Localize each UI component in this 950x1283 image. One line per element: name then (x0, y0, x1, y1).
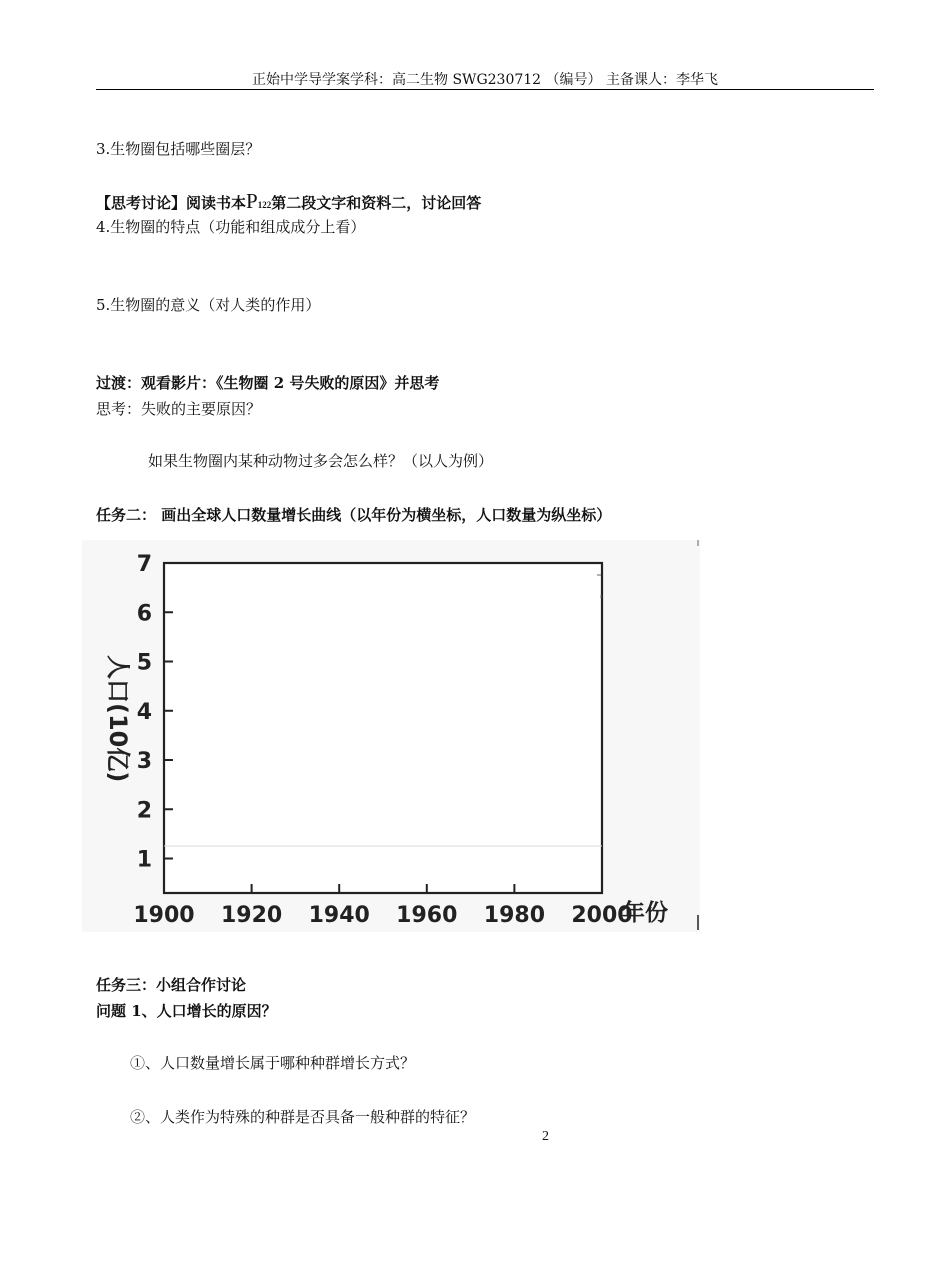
x-tick-label: 2000 (571, 903, 633, 928)
y-tick-label: 2 (136, 798, 152, 824)
problem-1-heading: 问题 1、人口增长的原因？ (96, 1002, 277, 1020)
y-tick-label: 5 (136, 650, 152, 676)
x-tick-label: 1900 (133, 903, 195, 928)
discussion-page-letter: P (246, 189, 258, 213)
plot-area-frame (164, 563, 602, 893)
y-tick-label: 6 (136, 601, 152, 627)
y-tick-label: 4 (136, 699, 152, 725)
sub-question-2: ②、人类作为特殊的种群是否具备一般种群的特征？ (130, 1108, 476, 1126)
header-divider (96, 89, 874, 90)
discussion-suffix: 第二段文字和资料二，讨论回答 (271, 194, 482, 212)
x-tick-label: 1960 (396, 903, 458, 928)
y-tick-label: 3 (136, 749, 152, 775)
discussion-page-number: 122 (257, 200, 272, 210)
task-2-heading: 任务二： 画出全球人口数量增长曲线（以年份为横坐标，人口数量为纵坐标） (96, 506, 612, 524)
think-question: 思考：失败的主要原因？ (96, 400, 262, 418)
population-chart-svg (82, 540, 700, 932)
y-tick-label: 7 (136, 552, 152, 577)
sub-question-1: ①、人口数量增长属于哪种种群增长方式？ (130, 1054, 416, 1072)
x-tick-label: 1920 (220, 903, 283, 928)
x-tick-label: 1980 (483, 903, 546, 928)
population-chart (82, 540, 700, 932)
think-subquestion: 如果生物圈内某种动物过多会怎么样？（以人为例） (148, 452, 494, 470)
question-5: 5.生物圈的意义（对人类的作用） (96, 296, 321, 314)
page-header: 正始中学导学案学科：高二生物 SWG230712 （编号） 主备课人：李华飞 (252, 72, 718, 88)
y-tick-label: 1 (136, 847, 152, 873)
x-tick-label: 1940 (308, 903, 370, 928)
x-axis-label: 年份 (622, 900, 668, 926)
page-number: 2 (542, 1129, 549, 1144)
discussion-prefix: 【思考讨论】阅读书本 (96, 194, 247, 212)
question-3: 3.生物圈包括哪些圈层？ (96, 140, 261, 158)
transition-heading: 过渡：观看影片：《生物圈 2 号失败的原因》并思考 (96, 374, 440, 392)
question-4: 4.生物圈的特点（功能和组成成分上看） (96, 218, 366, 236)
y-axis-label: 人口(10亿) (104, 655, 132, 783)
task-3-heading: 任务三：小组合作讨论 (96, 976, 247, 994)
discussion-heading (96, 190, 481, 216)
